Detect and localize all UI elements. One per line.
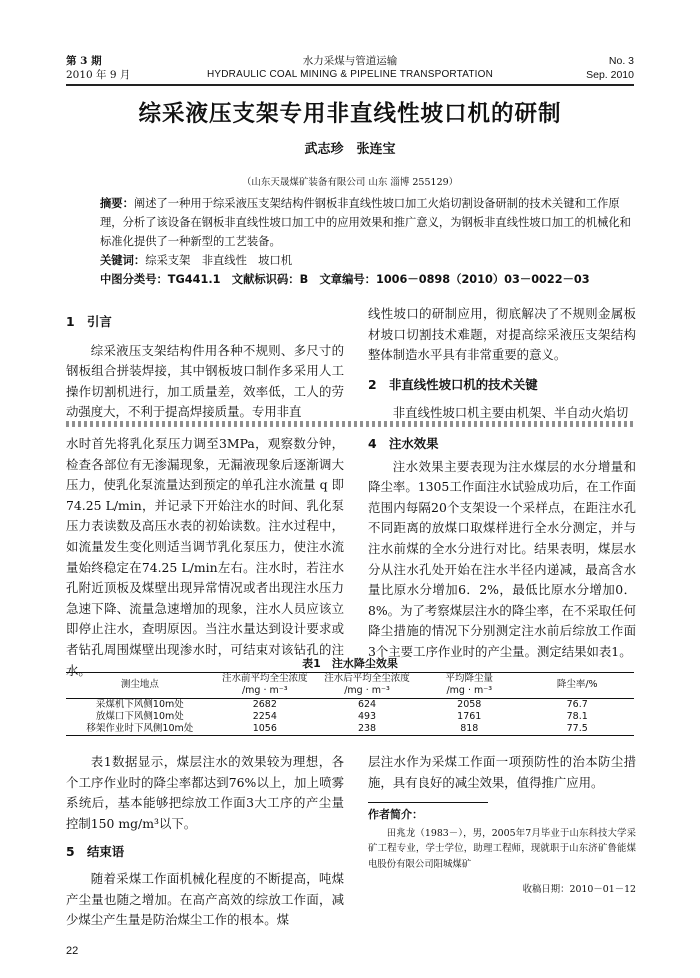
table-cell: 1761 [457, 710, 482, 722]
table-row [66, 698, 634, 711]
section-4-paragraph: 注水效果主要表现为注水煤层的水分增量和降尘率。1305工作面注水试验成功后，在工作面范围内每隔20个支架设一个采样点，在距注水孔不同距离的放煤口取煤样进行全水分测定，并与注水前煤的全水分进行对比。结果表明，煤层水分从注水孔处开始在注水半径内递减，最高含水量比原水分增加6．2%，最低比原水分增加0．8%。为了考察煤层注水的降尘率，在不采取任何降尘措施的情况下分别测定注水前后综放工作面3个主要工序作业时的产尘量。测定结果如表1。 [368, 458, 636, 659]
section-1-paragraph: 综采液压支架结构件用各种不规则、多尺寸的钢板组合拼装焊接，其中钢板坡口制作多采用人工操作切割机进行，加工质量差，效率低，工人的劳动强度大，不利于提高焊接质量。专用非直 [66, 342, 344, 420]
lower-right-column [368, 434, 636, 663]
abstract-block [100, 194, 640, 289]
after-table-right-column [368, 752, 636, 898]
abstract-text: 阐述了一种用于综采液压支架结构件钢板非直线性坡口加工火焰切割设备研制的技术关键和工作原理，分析了该设备在钢板非直线性坡口加工中的应用效果和推广意义，为钢板非直线性坡口加工的机械化和标准化提供了一种新型的工艺装备。 [100, 197, 631, 248]
keywords [100, 251, 640, 270]
dust-table [66, 672, 634, 736]
keywords-text: 综采支架 非直线性 坡口机 [145, 254, 293, 267]
paper-authors: 武志珍 张连宝 [304, 142, 396, 157]
abstract-label: 摘要： [100, 197, 134, 210]
section-1-heading: 1 引言 [66, 314, 112, 329]
header-rule [66, 84, 634, 86]
section-4-heading: 4 注水效果 [368, 436, 439, 451]
abstract [100, 194, 640, 251]
table-header-before: 注水前平均全尘浓度 /mg · m⁻³ [222, 673, 308, 697]
table-cell: 238 [357, 723, 377, 735]
section-5-heading: 5 结束语 [66, 844, 125, 860]
table-discussion-paragraph: 表1数据显示，煤层注水的效果较为理想，各个工序作业时的降尘率都达到76%以上，加上喷雾系统后，基本能够把综放工作面3大工序的产尘量控制150 mg/m³以下。 [66, 754, 344, 831]
paper-title: 综采液压支架专用非直线性坡口机的研制 [138, 101, 562, 127]
table-header-rate: 降尘率/% [556, 679, 598, 691]
journal-name [200, 54, 500, 82]
table-header-location: 测尘地点 [120, 679, 159, 691]
table-cell: 放煤口下风侧10m处 [95, 710, 184, 722]
lower-left-column [66, 434, 344, 681]
table-cell: 2058 [457, 698, 482, 710]
issue-info-right [544, 54, 634, 82]
author-affiliation: （山东天晟煤矿装备有限公司 山东 淄博 255129） [241, 177, 459, 188]
table-cell: 采煤机下风侧10m处 [95, 698, 184, 710]
issue-number: 第 3 期 [66, 55, 102, 67]
received-date: 收稿日期：2010－01－12 [522, 884, 636, 896]
author-bio-label: 作者简介： [368, 808, 423, 822]
section-1-paragraph-cont: 线性坡口的研制应用，彻底解决了不规则金属板材坡口切割技术难题，对提高综采液压支架结构整体制造水平具有非常重要的意义。 [368, 306, 636, 363]
issue-date-en: Sep. 2010 [586, 69, 634, 81]
table-cell: 移架作业时下风侧10m处 [86, 723, 194, 735]
table-header-after: 注水后平均全尘浓度 /mg · m⁻³ [324, 673, 410, 697]
conclusion-paragraph: 层注水作为采煤工作面一项预防性的治本防尘措施，具有良好的减尘效果，值得推广应用。 [368, 754, 636, 790]
issue-info-left [66, 54, 156, 82]
table-cell: 2254 [252, 710, 277, 722]
water-injection-paragraph: 水时首先将乳化泵压力调至3MPa，观察数分钟，检查各部位有无渗漏现象，无漏液现象后逐渐调大压力，使乳化泵流量达到预定的单孔注水流量 q 即74.25 L/min，并记录下开始注水的时间、乳化泵压力表读数及高压水表的初始读数。注水过程中，如流量发生变化则适当调节乳化泵压力，使注水流量始终稳定在74.25 L/min左右。注水时，若注水孔附近顶板及煤壁出现异常情况或者出现注水压力急速下降、流量急速增加的现象，注水人员应该立即停止注水，查明原因。当注水量达到设计要求或者钻孔周围煤壁出现渗水时，可结束对该钻孔的注水。 [66, 436, 344, 678]
table-cell: 624 [357, 698, 377, 710]
issue-number-en: No. 3 [608, 55, 634, 67]
keywords-label: 关键词： [100, 254, 146, 267]
upper-left-column [66, 312, 344, 423]
author-bio-text: 田兆龙（1983－），男，2005年7月毕业于山东科技大学采矿工程专业，学士学位，助理工程师，现就职于山东济矿鲁能煤电股份有限公司阳城煤矿 [368, 827, 636, 870]
table-cell: 493 [357, 710, 377, 722]
table-cell: 77.5 [566, 723, 588, 735]
table-cell: 1056 [252, 723, 277, 735]
table-cell: 76.7 [566, 698, 588, 710]
table-cell: 818 [460, 723, 479, 735]
after-table-left-column [66, 752, 344, 931]
table-row [66, 711, 634, 723]
table-caption: 表1 注水降尘效果 [302, 657, 398, 670]
section-2-heading: 2 非直线性坡口机的技术关键 [368, 376, 538, 392]
journal-name-cn: 水力采煤与管道运输 [302, 55, 398, 67]
table-header-row [66, 673, 634, 698]
section-2-paragraph: 非直线性坡口机主要由机架、半自动火焰切 [392, 405, 629, 421]
table-row [66, 723, 634, 735]
classification-line: 中图分类号：TG441.1 文献标识码：B 文章编号：1006－0898（2010）03－0022－03 [100, 273, 590, 286]
table-header-reduction: 平均降尘量 /mg · m⁻³ [445, 673, 494, 697]
table-cell: 2682 [252, 698, 277, 710]
section-break-wavy-line [66, 421, 634, 427]
page-number: 22 [66, 945, 79, 957]
footnote-rule [368, 802, 488, 803]
issue-date: 2010 年 9 月 [66, 69, 131, 81]
upper-right-column [368, 304, 636, 424]
journal-name-en: HYDRAULIC COAL MINING & PIPELINE TRANSPORTATION [206, 69, 494, 80]
table-cell: 78.1 [566, 710, 588, 722]
section-5-paragraph: 随着采煤工作面机械化程度的不断提高，吨煤产尘量也随之增加。在高产高效的综放工作面，减少煤尘产生量是防治煤尘工作的根本。煤 [66, 870, 344, 928]
